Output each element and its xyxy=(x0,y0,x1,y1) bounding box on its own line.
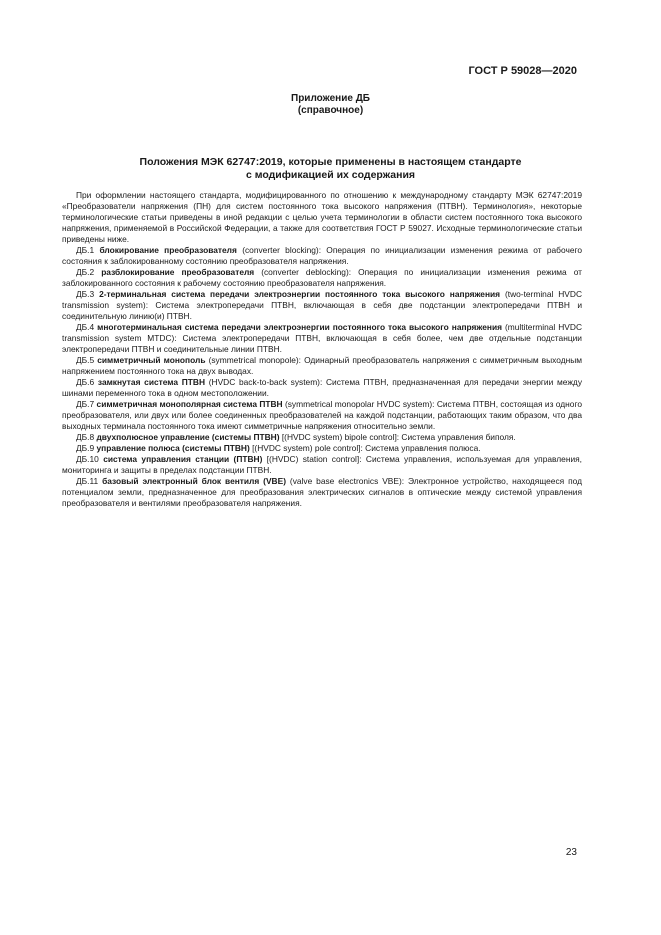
term-entry xyxy=(62,432,582,443)
term-definition: (HVDC back-to-back system): Система ПТВН, предназначенная для передачи энергии между шинами переменного тока в одном местоположении. xyxy=(62,377,583,398)
annex-header xyxy=(0,93,661,117)
term-number: ДБ.6 xyxy=(76,377,95,387)
annex-heading xyxy=(0,156,661,182)
term-definition: (symmetrical monopole): Одинарный преобразователь напряжения с симметричным выходным напряжением постоянного тока на двух выводах. xyxy=(62,355,583,376)
term-definition: (multiterminal HVDC transmission system MTDC): Система электропередачи ПТВН, включающая в себя более, чем две отдельные подстанции электропередачи ПТВН и соединительные линии ПТВН. xyxy=(62,322,582,354)
term-definition: (valve base electronics VBE): Электронное устройство, находящееся под потенциалом земли, предназначенное для преобразования электрических сигналов в оптические между системой управления преобразователя и вентилями преобразователя напряжения. xyxy=(62,476,582,508)
term-title: 2-терминальная система передачи электроэнергии постоянного тока высокого напряжения xyxy=(99,289,501,299)
term-entry xyxy=(62,443,582,454)
term-entry xyxy=(62,267,582,289)
term-title: симметричная монополярная система ПТВН xyxy=(96,399,283,409)
term-definition: [(HVDC system) bipole control]: Система управления биполя. xyxy=(279,432,516,442)
term-entry xyxy=(62,476,582,509)
term-entry xyxy=(62,399,582,432)
term-entry xyxy=(62,245,582,267)
term-list xyxy=(62,245,582,509)
term-definition: (converter blocking): Операция по инициализации изменения режима от рабочего состояния к заблокированному состоянию преобразователя напряжения. xyxy=(62,245,583,266)
term-definition: (symmetrical monopolar HVDC system): Система ПТВН, состоящая из одного преобразователя, или двух или более соединенных преобразователей на каждой подстанции, работающих таким образом, что два выходных терминала постоянного тока имеют симметричные напряжения относительно земли. xyxy=(62,399,582,431)
term-definition: (two-terminal HVDC transmission system): Система электропередачи ПТВН, включающая в себя две подстанции электропередачи ПТВН и соединительную линию(и) ПТВН. xyxy=(62,289,582,321)
term-number: ДБ.7 xyxy=(76,399,95,409)
term-title: замкнутая система ПТВН xyxy=(97,377,205,387)
term-entry xyxy=(62,454,582,476)
document-body xyxy=(62,190,582,509)
term-title: система управления станции (ПТВН) xyxy=(103,454,263,464)
term-title: симметричный монополь xyxy=(97,355,206,365)
term-number: ДБ.10 xyxy=(76,454,99,464)
term-number: ДБ.4 xyxy=(76,322,95,332)
term-definition: [(HVDC) station control]: Система управления, используемая для управления, мониторинга и защиты в пределах подстанции ПТВН. xyxy=(62,454,582,475)
term-entry xyxy=(62,355,582,377)
term-definition: (converter deblocking): Операция по инициализации изменения режима от заблокированного состояния к рабочему состоянию преобразователя напряжения. xyxy=(62,267,583,288)
standard-number: ГОСТ Р 59028—2020 xyxy=(468,65,577,77)
term-number: ДБ.9 xyxy=(76,443,95,453)
page-number: 23 xyxy=(565,847,577,858)
term-entry xyxy=(62,322,582,355)
term-title: двухполюсное управление (системы ПТВН) xyxy=(96,432,280,442)
term-title: управление полюса (системы ПТВН) xyxy=(96,443,250,453)
term-title: многотерминальная система передачи электроэнергии постоянного тока высокого напряжения xyxy=(97,322,503,332)
term-title: разблокирование преобразователя xyxy=(101,267,255,277)
annex-note: (справочное) xyxy=(297,105,364,116)
term-number: ДБ.1 xyxy=(76,245,95,255)
term-title: базовый электронный блок вентиля (VBE) xyxy=(102,476,286,486)
term-entry xyxy=(62,377,582,399)
term-number: ДБ.3 xyxy=(76,289,95,299)
heading-line-2: с модификацией их содержания xyxy=(245,169,416,181)
term-number: ДБ.2 xyxy=(76,267,95,277)
term-entry xyxy=(62,289,582,322)
annex-title: Приложение ДБ xyxy=(291,93,370,104)
term-number: ДБ.8 xyxy=(76,432,95,442)
heading-line-1: Положения МЭК 62747:2019, которые применены в настоящем стандарте xyxy=(139,156,522,168)
term-number: ДБ.5 xyxy=(76,355,95,365)
term-number: ДБ.11 xyxy=(76,476,99,486)
intro-paragraph: При оформлении настоящего стандарта, модифицированного по отношению к международному стандарту МЭК 62747:2019 «Преобразователи напряжения (ПН) для систем постоянного тока высокого напряжения (ПТВН). Терминология», некоторые терминологические статьи приведены в иной редакции с целью учета терминологии в области систем постоянного тока высокого напряжения, применяемой в Российской Федерации, а также для соответствия ГОСТ Р 59027. Исходные терминологические статьи приведены ниже. xyxy=(62,190,582,244)
term-definition: [(HVDC system) pole control]: Система управления полюса. xyxy=(249,443,481,453)
term-title: блокирование преобразователя xyxy=(99,245,237,255)
